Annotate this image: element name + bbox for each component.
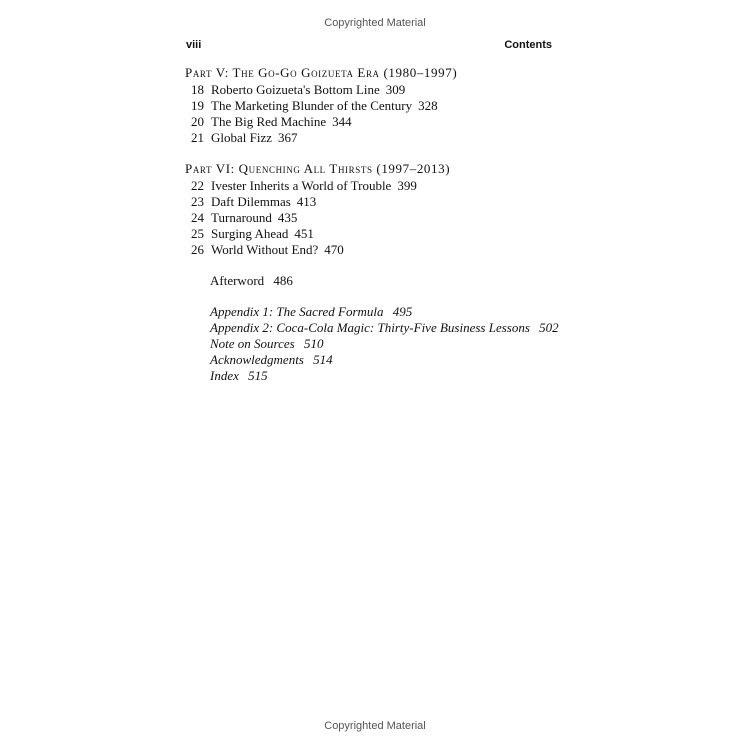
chapter-number: 22 [191,178,204,193]
back-matter-page: 495 [392,304,413,319]
chapter-entry [185,130,585,146]
copyright-footer: Copyrighted Material [324,720,426,732]
part-title: Part VI: Quenching All Thirsts (1997–2013) [185,161,451,176]
chapter-page: 309 [385,82,406,97]
running-title: Contents [504,39,552,51]
back-matter-page: 515 [248,368,268,383]
chapter-entry [185,210,585,226]
back-matter-page: 502 [539,320,559,335]
chapter-number: 24 [191,210,204,225]
part-title: Part V: The Go-Go Goizueta Era (1980–1997) [185,65,458,80]
copyright-header: Copyrighted Material [324,17,426,29]
chapter-entry [185,178,585,194]
back-matter-title: Index [210,368,239,383]
chapter-entry [185,98,585,114]
back-matter-entry [210,320,585,336]
chapter-number: 20 [191,114,204,129]
chapter-page: 367 [278,130,298,145]
back-matter-title: Acknowledgments [210,352,304,367]
back-matter-title: Appendix 2: Coca-Cola Magic: Thirty-Five Business Lessons [210,320,530,335]
chapter-number: 26 [191,242,204,257]
chapter-number: 18 [191,82,204,97]
chapter-title: Daft Dilemmas [211,194,291,209]
chapter-title: World Without End? [211,242,319,257]
chapter-title: Ivester Inherits a World of Trouble [211,178,392,193]
back-matter-entry [210,352,585,368]
back-matter-page: 514 [313,352,333,367]
chapter-page: 344 [332,114,352,129]
chapter-entry [185,114,585,130]
chapter-entry [185,242,585,258]
chapter-title: Global Fizz [211,130,273,145]
chapter-title: Roberto Goizueta's Bottom Line [211,82,380,97]
part-section [185,160,585,258]
chapter-number: 21 [191,130,204,145]
chapter-page: 435 [277,210,298,225]
chapter-entry [185,82,585,98]
chapter-entry [185,194,585,210]
afterword-page: 486 [273,273,293,288]
chapter-page: 328 [418,98,438,113]
page-number: viii [186,39,202,51]
chapter-page: 470 [324,242,344,257]
chapter-entry [185,226,585,242]
chapter-page: 399 [397,178,417,193]
chapter-title: The Big Red Machine [211,114,327,129]
back-matter-entry [210,304,585,320]
back-matter-entry [210,368,585,384]
chapter-number: 23 [191,194,204,209]
chapter-number: 19 [191,98,204,113]
chapter-title: Turnaround [211,210,272,225]
table-of-contents [185,64,585,384]
back-matter-title: Note on Sources [210,336,295,351]
chapter-number: 25 [191,226,204,241]
chapter-page: 413 [296,194,317,209]
afterword-entry [210,273,585,289]
back-matter-page: 510 [303,336,324,351]
back-matter-entry [210,336,585,352]
chapter-title: Surging Ahead [211,226,289,241]
chapter-title: The Marketing Blunder of the Century [211,98,413,113]
afterword-title: Afterword [210,273,265,288]
chapter-page: 451 [294,226,314,241]
part-section [185,64,585,146]
back-matter-title: Appendix 1: The Sacred Formula [210,304,384,319]
